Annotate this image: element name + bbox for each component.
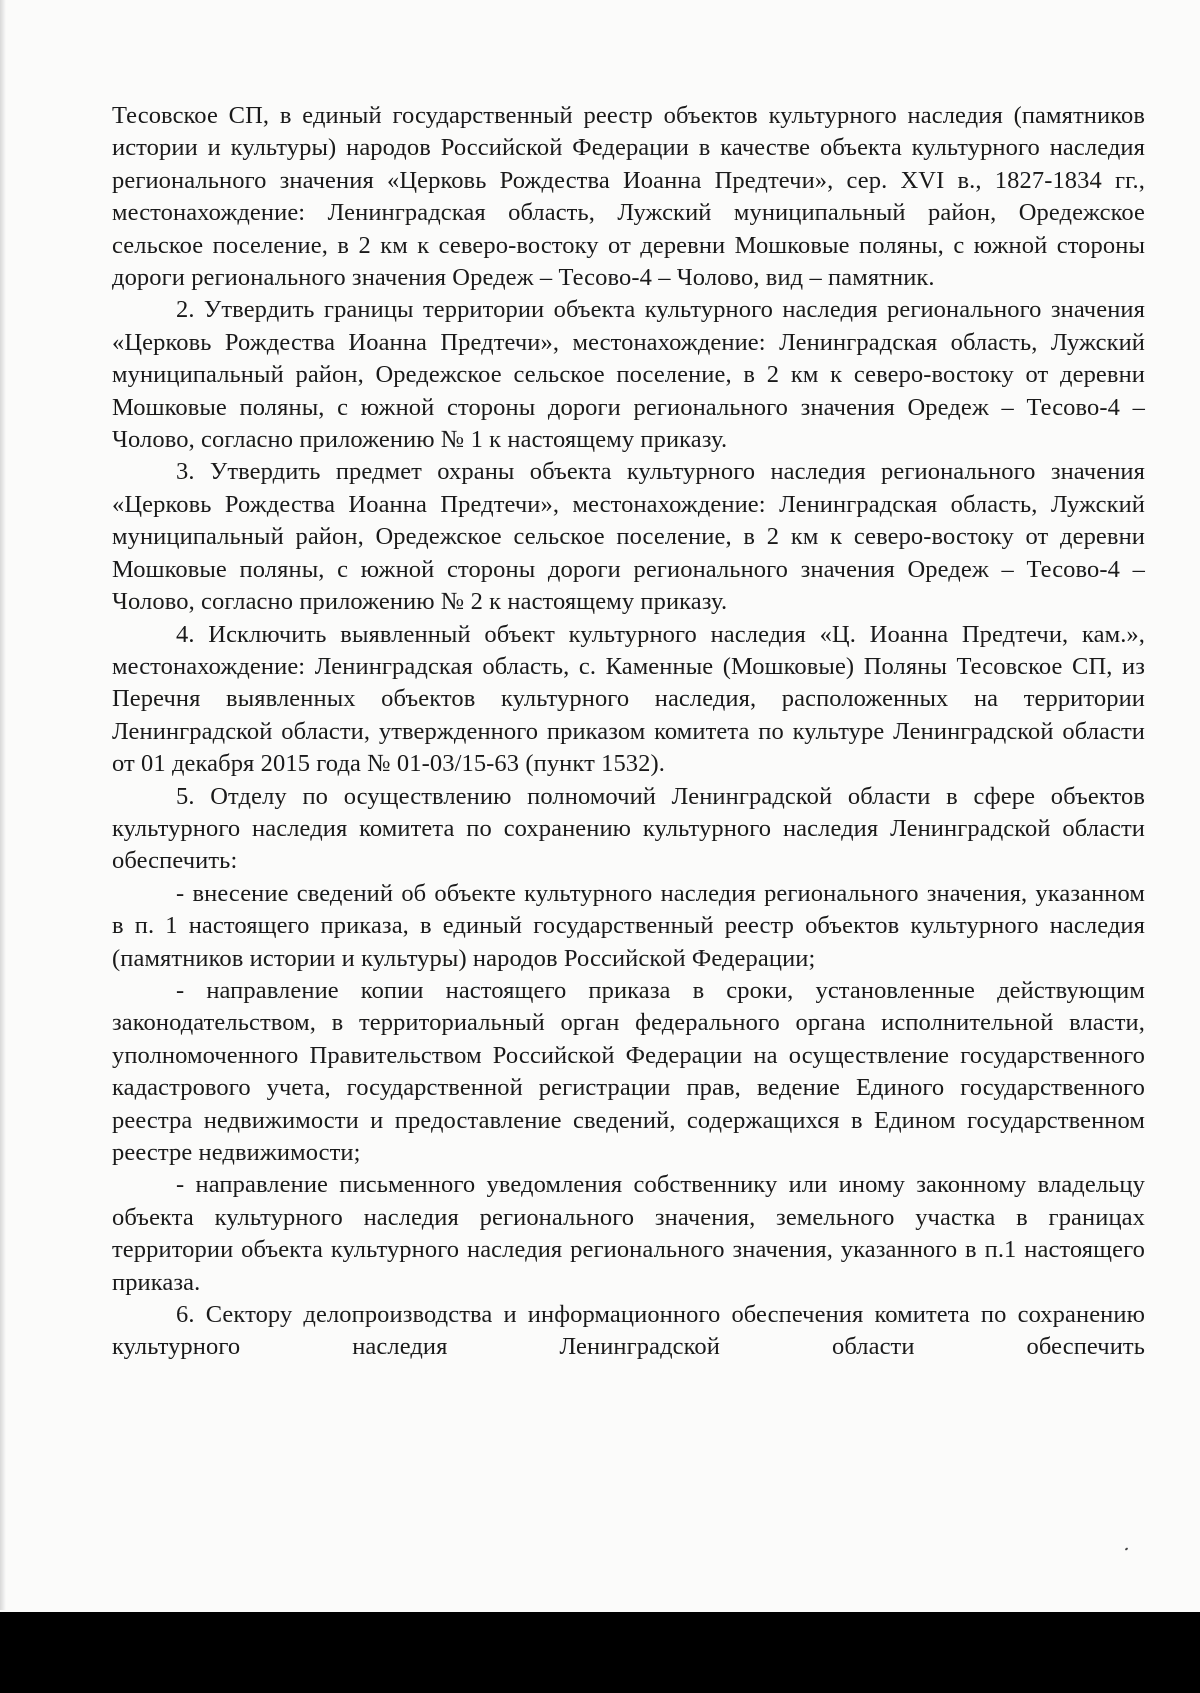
scan-bottom-border [0, 1612, 1200, 1693]
scan-edge-shadow [0, 0, 6, 1610]
paragraph-item-5-b: - направление копии настоящего приказа в сроки, установленные действующим законодательством, в территориальный орган федерального органа исполнительной власти, уполномоченного Правительством Российской Федерации на осуществление государственного кадастрового учета, государственной регистрации прав, ведение Единого государственного реестра недвижимости и предоставление сведений, содержащихся в Едином государственном реестре недвижимости; [112, 976, 1145, 1166]
document-body [112, 100, 1145, 1364]
paragraph-item-4: 4. Исключить выявленный объект культурного наследия «Ц. Иоанна Предтечи, кам.», местонахождение: Ленинградская область, с. Каменные (Мошковые) Поляны Тесовское СП, из Перечня выявленных объектов культурного наследия, расположенных на территории Ленинградской области, утвержденного приказом комитета по культуре Ленинградской области от 01 декабря 2015 года № 01-03/15-63 (пункт 1532). [112, 620, 1145, 778]
paragraph-item-2: 2. Утвердить границы территории объекта культурного наследия регионального значения «Церковь Рождества Иоанна Предтечи», местонахождение: Ленинградская область, Лужский муниципальный район, Оредежское сельское поселение, в 2 км к северо-востоку от деревни Мошковые поляны, с южной стороны дороги регионального значения Оредеж – Тесово-4 – Чолово, согласно приложению № 1 к настоящему приказу. [112, 296, 1145, 454]
paragraph-item-5-c: - направление письменного уведомления собственнику или иному законному владельцу объекта культурного наследия регионального значения, земельного участка в границах территории объекта культурного наследия регионального значения, указанного в п.1 настоящего приказа. [112, 1171, 1145, 1296]
paragraph-item-5-a: - внесение сведений об объекте культурного наследия регионального значения, указанном в п. 1 настоящего приказа, в единый государственный реестр объектов культурного наследия (памятников истории и культуры) народов Российской Федерации; [112, 879, 1145, 972]
scan-speck [1125, 1547, 1129, 1550]
paragraph-intro: Тесовское СП, в единый государственный реестр объектов культурного наследия (памятников истории и культуры) народов Российской Федерации в качестве объекта культурного наследия регионального значения «Церковь Рождества Иоанна Предтечи», сер. XVI в., 1827-1834 гг., местонахождение: Ленинградская область, Лужский муниципальный район, Оредежское сельское поселение, в 2 км к северо-востоку от деревни Мошковые поляны, с южной стороны дороги регионального значения Оредеж – Тесово-4 – Чолово, вид – памятник. [112, 102, 1145, 292]
paragraph-item-5: 5. Отделу по осуществлению полномочий Ленинградской области в сфере объектов культурного наследия комитета по сохранению культурного наследия Ленинградской области обеспечить: [112, 782, 1145, 875]
paragraph-item-6: 6. Сектору делопроизводства и информационного обеспечения комитета по сохранению культурного наследия Ленинградской области обеспечить [112, 1301, 1145, 1361]
paragraph-item-3: 3. Утвердить предмет охраны объекта культурного наследия регионального значения «Церковь Рождества Иоанна Предтечи», местонахождение: Ленинградская область, Лужский муниципальный район, Оредежское сельское поселение, в 2 км к северо-востоку от деревни Мошковые поляны, с южной стороны дороги регионального значения Оредеж – Тесово-4 – Чолово, согласно приложению № 2 к настоящему приказу. [112, 458, 1145, 616]
